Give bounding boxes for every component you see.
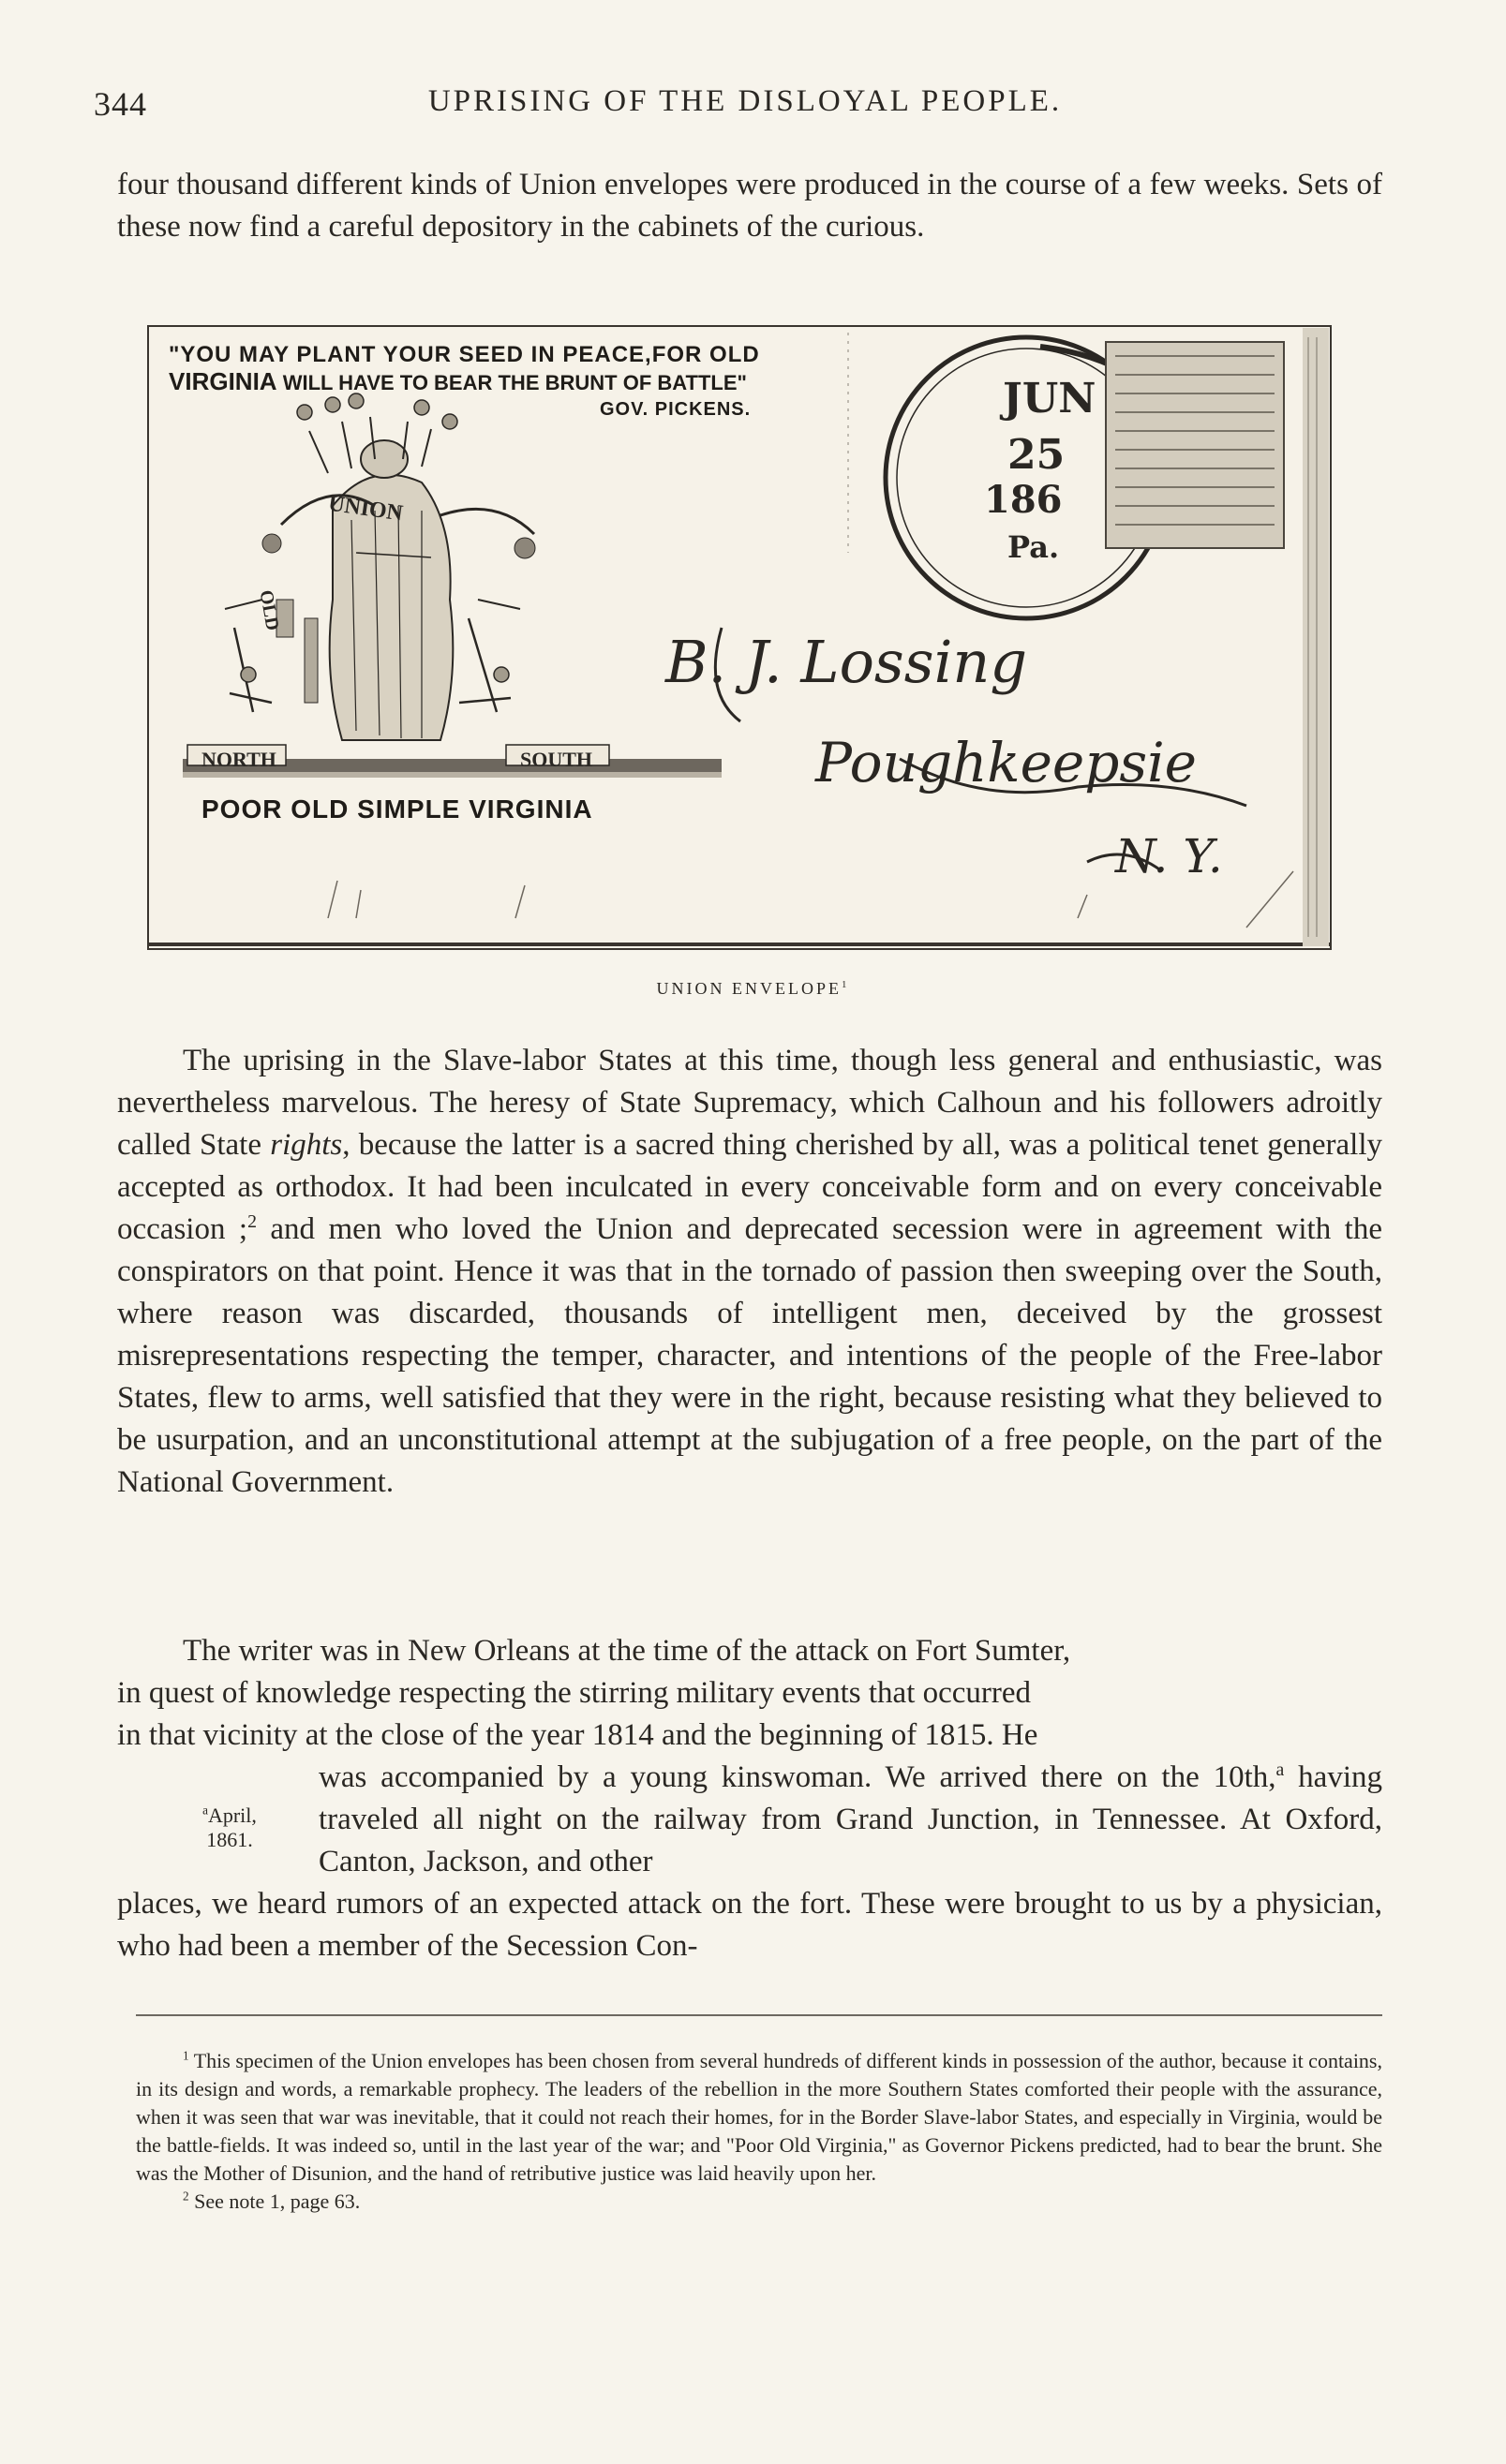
paragraph-2-indented-a: was accompanied by a young kinswoman. We arrived there on the 10th,: [319, 1760, 1276, 1794]
footnotes: [136, 2047, 1382, 2216]
footnote-2-text: See note 1, page 63.: [194, 2189, 361, 2213]
paragraph-2-indented: [319, 1757, 1382, 1883]
figure-caption-text: UNION ENVELOPE: [656, 979, 842, 998]
figure-caption-note: 1: [842, 979, 850, 990]
envelope-footer-caption: POOR OLD SIMPLE VIRGINIA: [201, 794, 593, 824]
paragraph-1-note-ref: 2: [247, 1211, 257, 1232]
paragraph-2-line-3: in that vicinity at the close of the year 1814 and the beginning of 1815. He: [117, 1718, 1038, 1752]
paragraph-1-part-c: and men who loved the Union and deprecated secession were in agreement with the conspirators on that point. Hence it was that in the tornado of passion then sweeping over the South, where reason was discarded, thousands of intelligent men, deceived by the grossest misrepresentations respecting the temper, character, and intentions of the people of the Free-labor States, flew to arms, well satisfied that they were in the right, because resisting what they believed to be usurpation, and an unconstitutional attempt at the subjugation of a free people, on the part of the National Government.: [117, 1212, 1382, 1499]
banner-old: OLD: [255, 588, 283, 632]
paragraph-1-italic: rights: [270, 1128, 343, 1162]
banner-north: NORTH: [201, 748, 276, 771]
banner-union: UNION: [326, 491, 405, 527]
postmark-year: 186: [984, 478, 1063, 522]
paragraph-1-part-a: The uprising in the Slave-labor States at this time, though less general and enthusiastic, was nevertheless marvelous. The heresy of State Supremacy, which Calhoun and his followers adroitly called State: [117, 1044, 1382, 1162]
paragraph-2-line-2: in quest of knowledge respecting the stirring military events that occurred: [117, 1676, 1032, 1710]
margin-note-year: 1861.: [206, 1828, 253, 1851]
postage-stamp: [1106, 342, 1284, 548]
page-number: 344: [94, 85, 147, 123]
figure-caption: [0, 979, 1506, 999]
paragraph-1: [117, 1040, 1382, 1504]
paragraph-2-line-1: The writer was in New Orleans at the time of the attack on Fort Sumter,: [183, 1634, 1071, 1668]
paragraph-2-indented-ref: a: [1275, 1759, 1285, 1780]
address-state: N. Y.: [1115, 829, 1223, 883]
address-city: Poughkeepsie: [815, 731, 1197, 794]
postmark-month: JUN: [1003, 375, 1096, 423]
quote-attribution: GOV. PICKENS.: [600, 399, 752, 420]
union-envelope-illustration: [141, 319, 1340, 960]
footnote-2-number: 2: [183, 2189, 189, 2204]
footnote-1: [136, 2047, 1382, 2188]
banner-south: SOUTH: [520, 748, 593, 771]
footnote-1-number: 1: [183, 2048, 189, 2063]
paragraph-2-last: places, we heard rumors of an expected attack on the fort. These were brought to us by a physician, who had been a member of the Secession Con-: [117, 1887, 1382, 1963]
margin-note-month: April,: [207, 1803, 257, 1827]
quote-virginia: VIRGINIA: [169, 367, 277, 395]
footnote-2: [136, 2188, 1382, 2216]
quote-line-1: "YOU MAY PLANT YOUR SEED IN PEACE,FOR OLD: [169, 342, 760, 367]
footnote-divider: [136, 2014, 1382, 2016]
quote-line-2-rest: WILL HAVE TO BEAR THE BRUNT OF BATTLE": [282, 371, 747, 394]
page-header-title: UPRISING OF THE DISLOYAL PEOPLE.: [427, 84, 1063, 118]
paragraph-1-part-b: , because the latter is a sacred thing cherished by all, was a political tenet generally accepted as orthodox. It had been inculcated in every conceivable form and on every conceivable occasion ;: [117, 1128, 1382, 1246]
footnote-1-text: This specimen of the Union envelopes has been chosen from several hundreds of different kinds in possession of the author, because it contains, in its design and words, a remarkable prophecy. The leaders of the rebellion in the more Southern States comforted their people with the assurance, when it was seen that war was inevitable, that it could not reach their homes, for in the Border Slave-labor States, and especially in Virginia, would be the battle-fields. It was indeed so, until in the last year of the war; and "Poor Old Virginia," as Governor Pickens predicted, had to bear the brunt. She was the Mother of Disunion, and the hand of retributive justice was laid heavily upon her.: [136, 2049, 1382, 2185]
running-head: [94, 84, 1396, 131]
quote-line-2: [169, 368, 881, 396]
postmark-state: Pa.: [1007, 529, 1060, 565]
paragraph-2-indented-b: having traveled all night on the railway from Grand Junction, in Tennessee. At Oxford, Canton, Jackson, and other: [319, 1760, 1382, 1878]
margin-date-note: [169, 1803, 291, 1852]
margin-note-ref: a: [202, 1803, 208, 1818]
postmark-day: 25: [1007, 431, 1066, 479]
address-name: B. J. Lossing: [665, 628, 1028, 696]
envelope-quote: [169, 342, 881, 423]
intro-paragraph: four thousand different kinds of Union envelopes were produced in the course of a few weeks. Sets of these now find a careful depository in the cabinets of the curious.: [117, 168, 1382, 244]
